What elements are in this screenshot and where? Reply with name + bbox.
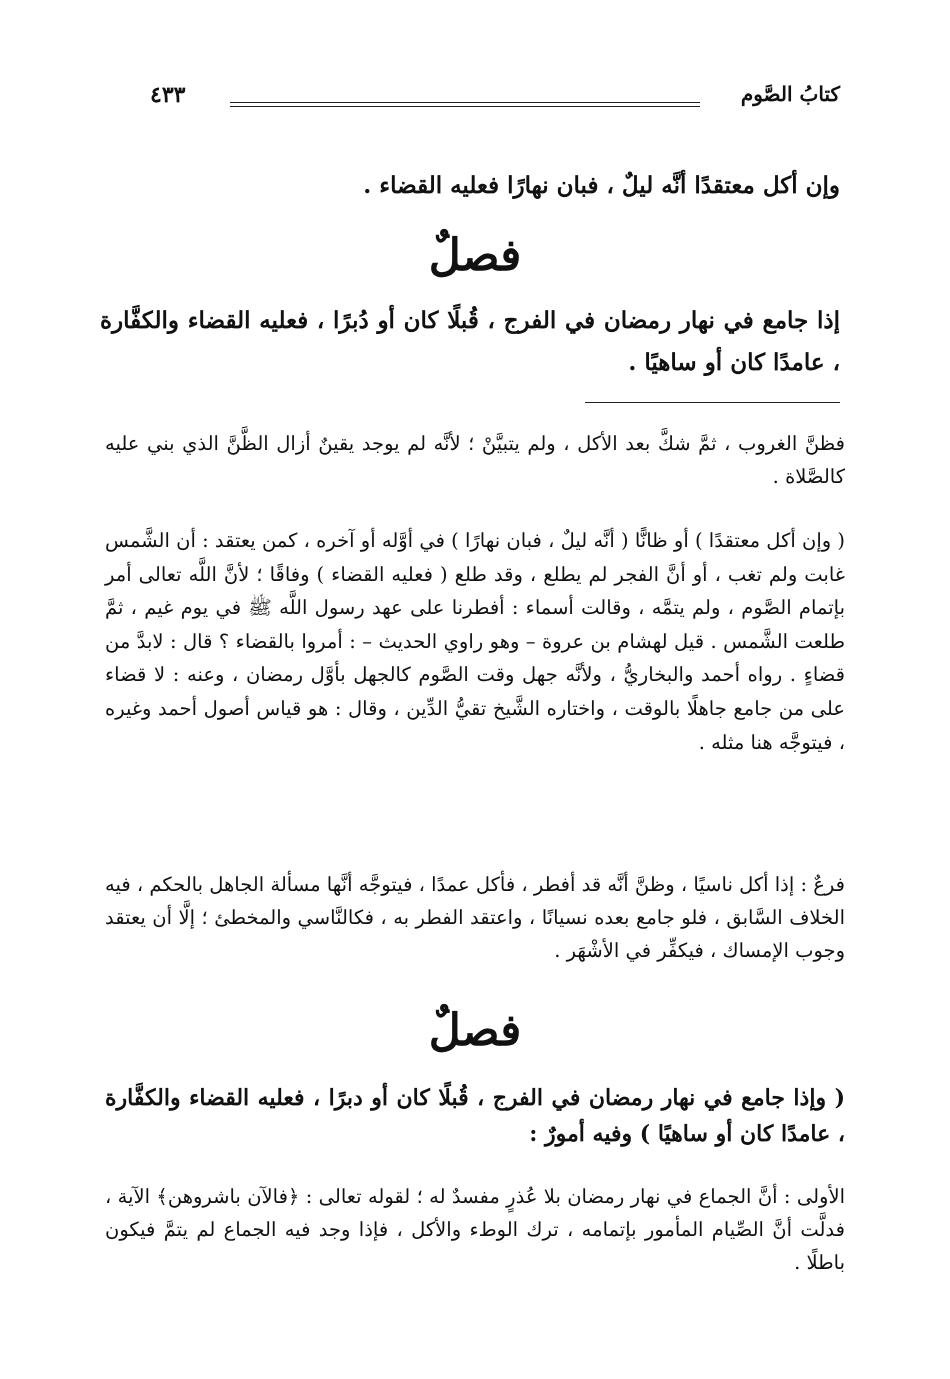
section-heading: فصلٌ (428, 230, 522, 281)
footnote-separator (585, 402, 840, 403)
section-heading: فصلٌ (428, 1005, 522, 1056)
commentary-paragraph: فرعٌ : إذا أكل ناسيًا ، وظنَّ أنَّه قد أفطر ، فأكل عمدًا ، فيتوجَّه أنَّها مسألة الجاهل بالحكم ، فيه الخلاف السَّابق ، فلو جامع بعده نسيانًا ، واعتقد الفطر به ، فكالنَّاسي والمخطئ ؛ إلَّا أن يعتقد وجوب الإمساك ، فيكفِّر في الأشْهَر . (105, 873, 845, 962)
header-rule-secondary (230, 106, 700, 107)
chapter-title: كتابُ الصَّوم (740, 82, 840, 106)
matn-line: وإن أكل معتقدًا أنَّه ليلٌ ، فبان نهارًا فعليه القضاء . (363, 172, 840, 199)
commentary-paragraph: الأولى : أنَّ الجماع في نهار رمضان بلا عُذرٍ مفسدٌ له ؛ لقوله تعالى : ﴿فالآن باشروهن﴾ الآية ، فدلَّت أنَّ الصِّيام المأمور بإتمامه ، ترك الوطء والأكل ، فإذا وجد فيه الجماع لم يتمَّ فيكون باطلًا . (105, 1185, 845, 1274)
commentary-paragraph: ( وإن أكل معتقدًا ) أو ظانًّا ( أنَّه ليلٌ ، فبان نهارًا ) في أوَّله أو آخره ، كمن يعتقد : أن الشَّمس غابت ولم تغب ، أو أنَّ الفجر لم يطلع ، وقد طلع ( فعليه القضاء ) وفاقًا ؛ لأنَّ اللَّه تعالى أمر بإتمام الصَّوم ، ولم يتمَّه ، وقالت أسماء : أفطرنا على عهد رسول اللَّه ﷺ في يوم غيم ، ثمَّ طلعت الشَّمس . قيل لهشام بن عروة – وهو راوي الحديث – : أمروا بالقضاء ؟ قال : لابدَّ من قضاءٍ . رواه أحمد والبخاريُّ ، ولأنَّه جهل وقت الصَّوم كالجهل بأوَّل رمضان ، وعنه : لا قضاء على من جامع جاهلًا بالوقت ، واختاره الشَّيخ تقيُّ الدِّين ، وقال : هو قياس أصول أحمد وغيره ، فيتوجَّه هنا مثله . (105, 529, 845, 754)
matn-paragraph: إذا جامع في نهار رمضان في الفرج ، قُبلًا كان أو دُبرًا ، فعليه القضاء والكفَّارة ، عامدًا كان أو ساهيًا . (100, 307, 840, 376)
header-rule (230, 102, 700, 103)
page-header (150, 80, 840, 120)
commentary-paragraph: ( وإذا جامع في نهار رمضان في الفرج ، قُبلًا كان أو دبرًا ، فعليه القضاء والكفَّارة ، عامدًا كان أو ساهيًا ) وفيه أمورٌ : (105, 1085, 845, 1147)
commentary-paragraph: فظنَّ الغروب ، ثمَّ شكَّ بعد الأكل ، ولم يتبيَّنْ ؛ لأنَّه لم يوجد يقينٌ أزال الظَّنَّ الذي بني عليه كالصَّلاة . (105, 432, 845, 488)
page-number: ٤٣٣ (150, 82, 186, 108)
